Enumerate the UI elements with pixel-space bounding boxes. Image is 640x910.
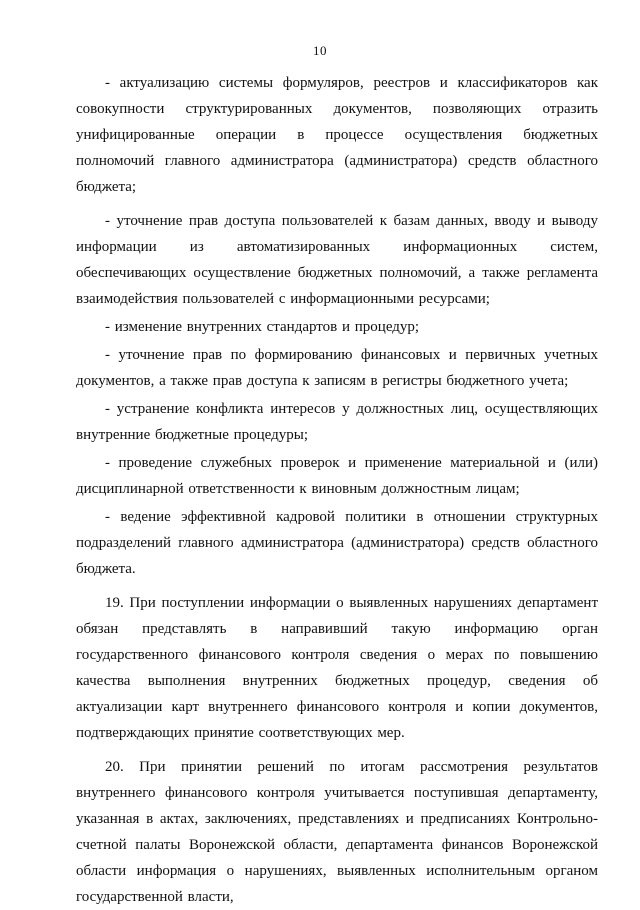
document-body (76, 70, 598, 910)
page-number: 10 (313, 43, 327, 58)
paragraph-conflict: - устранение конфликта интересов у должностных лиц, осуществляющих внутренние бюджетные процедуры; (76, 401, 598, 443)
paragraph-financial-docs: - уточнение прав по формированию финансовых и первичных учетных документов, а также прав доступа к записям в регистры бюджетного учета; (76, 347, 598, 389)
paragraph-standards: - изменение внутренних стандартов и процедур; (105, 319, 420, 335)
paragraph-hr-policy: - ведение эффективной кадровой политики в отношении структурных подразделений главного администратора (администратора) средств областного бюджета. (76, 509, 598, 577)
paragraph-item-20: 20. При принятии решений по итогам рассмотрения результатов внутреннего финансового контроля учитывается поступившая департаменту, указанная в актах, заключениях, представлениях и предписаниях Контрольно-счетной палаты Воронежской области, департамента финансов Воронежской области информация о нарушениях, выявленных исполнительным органом государственной власти, (76, 759, 598, 905)
paragraph-access-rights: - уточнение прав доступа пользователей к базам данных, вводу и выводу информации из автоматизированных информационных систем, обеспечивающих осуществление бюджетных полномочий, а также регламента взаимодействия пользователей с информационными ресурсами; (76, 213, 598, 307)
paragraph-inspections: - проведение служебных проверок и применение материальной и (или) дисциплинарной ответственности к виновным должностным лицам; (76, 455, 598, 497)
paragraph-item-19: 19. При поступлении информации о выявленных нарушениях департамент обязан представлять в направивший такую информацию орган государственного финансового контроля сведения о мерах по повышению качества выполнения внутренних бюджетных процедур, сведения об актуализации карт внутреннего финансового контроля и копии документов, подтверждающих принятие соответствующих мер. (76, 595, 598, 741)
paragraph-actualization: - актуализацию системы формуляров, реестров и классификаторов как совокупности структурированных документов, позволяющих отразить унифицированные операции в процессе осуществления бюджетных полномочий главного администратора (администратора) средств областного бюджета; (76, 75, 598, 195)
